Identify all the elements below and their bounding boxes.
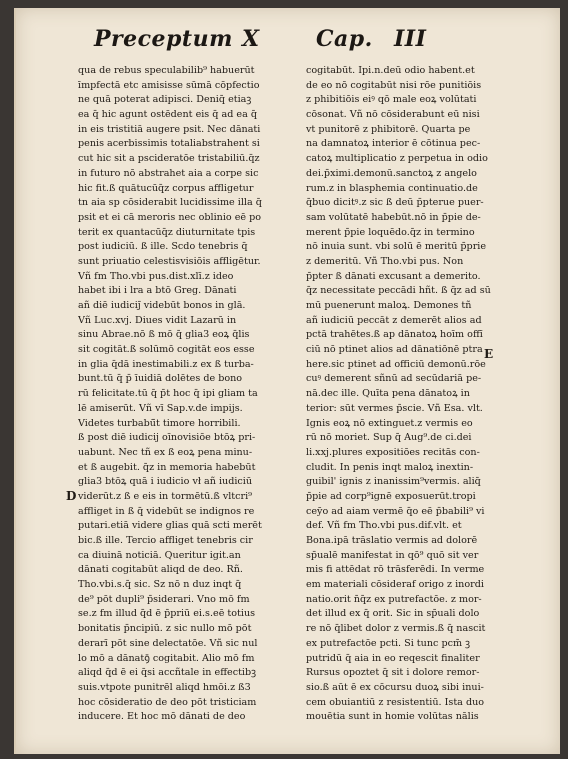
text-line: hoc cōsideratio de deo pōt tristiciam [78,696,257,708]
text-line: terior: sūt vermes p̄scie. Vñ Esa. vlt. [306,402,483,414]
text-line: ceȳo ad aiam vermē q̄o eē p̄babili⁹ vi [306,505,485,517]
book-page [14,8,560,754]
text-line: penis acerbissimis totaliabstrahent si [78,138,260,150]
text-line: mū puenerunt maloꝝ. Demones tñ [306,300,472,311]
text-line: bunt.tū q̄ p̄ īuidiā dolētes de bono [78,373,243,385]
text-line: Bona.ipā trāslatio vermis ad dolorē [306,535,478,546]
text-line: q̄z necessitate peccādi hñt. ß q̄z ad sū [306,285,491,297]
text-line: def. Vñ fm Tho.vbi pus.dif.vlt. et [306,520,462,532]
text-line: rū nō moriet. Sup q̄ Aug⁹.de ci.dei [306,432,472,444]
text-line: cem obuiantiū z resistentiū. Ista duo [306,696,485,708]
text-line: putari.etiā videre glias quā scti merēt [78,520,262,532]
text-line: qua de rebus speculabilib⁹ habuerūt [78,65,255,76]
text-line: Tho.vbi.s.q̄ sic. Sz nō n duz inqt q̄ [78,579,242,591]
text-line: et ß augebit. q̄z in memoria habebūt [78,461,256,473]
text-line: in futuro nō abstrahet aia a corpe sic [78,167,259,179]
text-line: glia3 btōꝝ quā i iudicio vł añ iudiciū [78,476,253,488]
text-line: suis.vtpote punitrēl aliqd hmōi.z ß3 [78,681,251,693]
text-line: hic fit.ß quātucūq̄z corpus affligetur [78,182,254,194]
text-line: catoꝝ multiplicatio z perpetua in odio [306,153,488,165]
text-line: ß post diē iudicij oīnovisiōe btōꝝ pri- [78,432,256,444]
text-line: q̄buo dicitꝰ.z sic ß deū p̄pterue puer- [306,197,484,209]
text-line: ciū nō ptinet alios ad dānatiōnē ptra [306,344,483,356]
text-line: z demeritū. Vñ Tho.vbi pus. Non [306,255,464,267]
text-line: bic.ß ille. Tercio affliget tenebris cir [78,535,253,546]
text-line: sunt priuatio celestisvisiōis affligētur. [78,255,261,267]
text-line: merent p̄pie loquēdo.q̄z in termino [306,226,475,238]
header-chapter-label: Cap. [316,26,373,52]
text-line: ca diuinā noticiā. Queritur igit.an [78,549,241,561]
text-line: īmpfectā etc amisisse sūmā cōpfectio [78,79,260,91]
text-line: post iudiciū. ß ille. Scdo tenebris q̄ [78,241,248,253]
running-header [94,26,454,56]
text-line: ne quā poterat adipisci. Deniq̄ etiaꝫ [78,94,252,106]
text-line: Videtes turbabū̄t timore horribili. [78,417,241,429]
margin-marker-left: D [66,489,77,503]
text-line: se.z fm illud q̄d ē p̄priū ei.s.eē totius [78,608,256,620]
text-line: de eo nō cogitabūt nisi rōe punitiōis [306,79,482,91]
text-line: re nō q̄libet dolor z vermis.ß q̄ nascit [306,623,486,635]
text-line: habet ibi i lra a btō Greg. Dānati [78,285,237,297]
text-line: aliqd q̄d ē ei q̄si accñtale in effectibꝫ [78,667,257,679]
text-line: dei.p̄ximi.demonū.sanctoꝝ z angelo [306,167,477,179]
text-line: vt punitorē z phibitorē. Quarta pe [306,123,471,135]
text-line: lo mō a dānatꝯ̄ cogitabit. Alio mō fm [78,652,255,664]
text-column-right [306,64,518,725]
text-line: añ iudiciū peccāt z demerēt alios ad [306,314,482,326]
text-line: sinu Abrae.nō ß mō q̄ glia3 eoꝝ q̄lis [78,329,250,341]
text-line: nā.dec ille. Quīta pena dānatoꝝ in [306,388,470,400]
text-line: cuꝰ demerent sñnū ad secūdariā pe- [306,373,482,385]
text-line: psit et ei cā meroris nec oblinio eē po [78,211,262,223]
text-line: lē amiserūt. Vñ vī Sap.v.de impijs. [78,402,243,414]
text-line: Vñ Luc.xvj. Diues vidit Lazarū in [78,314,237,326]
text-line: Rursus opoztet q̄ sit i dolore remor- [306,667,480,679]
text-line: derarī pōt sine delectatōe. Vñ sic nul [78,637,258,649]
text-line: sio.ß aūt ē ex cōcursu duoꝝ sibi inui- [306,681,484,693]
text-line: p̄pter ß dānati excusant a demerito. [306,270,481,282]
header-chapter-number: III [394,26,427,52]
text-line: here.sic ptinet ad officiū demonū.rōe [306,358,486,370]
text-line: uabunt. Nec tñ ex ß eoꝝ pena minu- [78,446,253,458]
text-line: rū felicitate.tū q̄ p̄t hoc q̄ ipi gliam ta [78,388,258,400]
text-line: in glia q̄dā inestimabili.z ex ß turba- [78,358,254,370]
text-line: mis fi attēdat rō trāsferēdi. In verme [306,564,485,576]
text-line: dānati cogitabūt aliqd de deo. Rñ. [78,564,243,576]
margin-marker-right: E [484,347,494,361]
text-line: tn aia sp cōsiderabit lucidissime illa q̄ [78,197,262,209]
text-line: cōsonat. Vñ nō cōsiderabunt eū nisi [306,109,480,121]
text-line: ea q̄ hic agunt ostēdent eis q̄ ad ea q̄ [78,109,257,121]
text-line: de⁹ pōt dupli⁹ p̄siderari. Vno mō fm [78,593,250,605]
text-line: cut hic sit a pscideratōe tristabiliū.q̄z [78,153,260,165]
text-line: viderūt.z ß e eis in tormētū.ß vltcri⁹ [78,490,253,502]
text-line: p̄pie ad corp⁹ignē exposuerūt.tropi [306,490,476,502]
text-line: guibil' ignis z inanissim⁹vermis. aliq̄ [306,476,481,488]
text-line: affliget in ß q̄ videbūt se indignos re [78,505,255,517]
text-line: añ diē iudiciȷ̄ videbūt bonos in glā. [78,300,246,311]
text-line: Ignis eoꝝ nō extinguet.z vermis eo [306,417,473,429]
text-line: em materiali cōsideraf origo z inordi [306,579,484,591]
text-line: cludit. In penis inqt maloꝝ inextin- [306,461,474,473]
text-line: det illud ex q̄ orit. Sic in sp̄uali dolo [306,608,480,620]
text-column-left [78,64,290,725]
text-line: in eis tristitiā augere psit. Nec dānati [78,123,261,135]
text-line: sam volūtatē habebūt.nō in p̄pie de- [306,211,481,223]
text-line: rum.z in blasphemia continuatio.de [306,182,478,194]
text-line: na damnatoꝝ interior ē cōtinua pec- [306,138,481,150]
text-line: ex putrefactōe pcti. Si tunc pcm̄ ꝫ [306,637,471,649]
header-title: Preceptum [94,26,233,52]
header-precept-number: X [242,26,260,52]
text-line: cogitabūt. Ipi.n.deū odio habent.et [306,65,475,76]
text-line: z phibitiōis eiꝰ qō male eoꝝ volūtati [306,94,477,106]
text-line: putridū q̄ aia in eo reqescit finaliter [306,652,480,664]
text-line: natio.orit n̄q̄z ex putrefactōe. z mor- [306,593,482,605]
text-line: inducere. Et hoc mō dānati de deo [78,711,246,723]
text-line: mouētia sunt in homie volūtas nālis [306,711,479,723]
text-line: nō inuia sunt. vbi solū ē meritū p̄prie [306,241,487,253]
text-line: li.xxj.plures expositiōes recitās con- [306,446,480,458]
text-line: bonitatis p̄ncipiū. z sic nullo mō pōt [78,623,252,635]
text-line: terit ex quantacūq̄z diuturnitate tpis [78,226,256,238]
text-line: Vñ fm Tho.vbi pus.dist.xlī.z ideo [78,270,234,282]
text-line: sp̄ualē manifestat in qō⁹ quō sit ver [306,549,479,561]
text-line: sit cogitāt.ß solūmō cogitāt eos esse [78,344,255,356]
text-line: pctā trahētes.ß ap dānatoꝝ hoīm offī [306,329,483,341]
